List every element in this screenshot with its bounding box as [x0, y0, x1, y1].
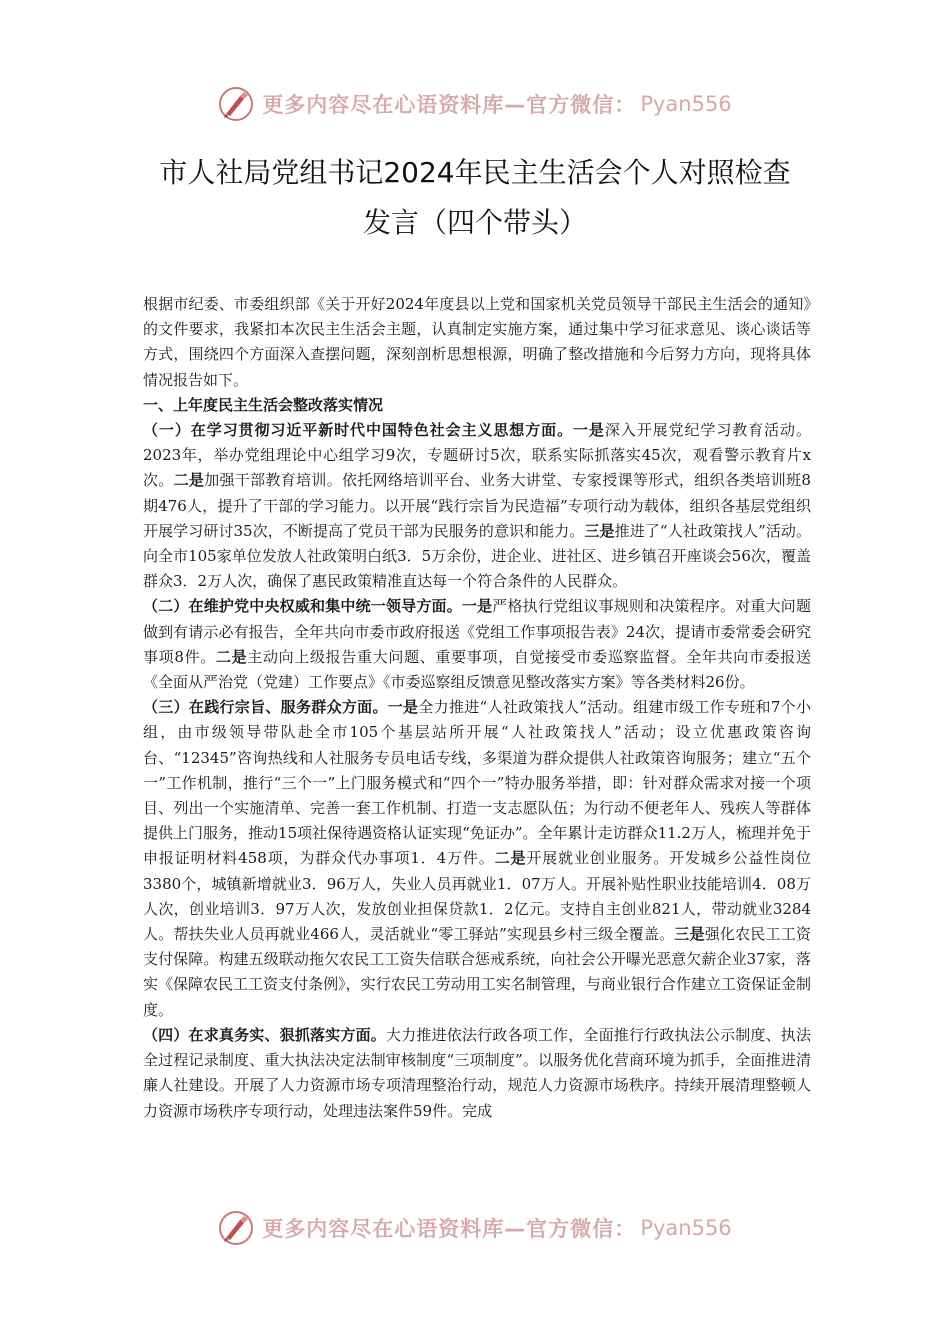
- section-text: 全力推进“人社政策找人”活动。组建市级工作专班和7个小组，由市级领导带队赴全市105个基层站所开展“人社政策找人”活动；设立优惠政策咨询台、“12345”咨询热线和人社服务专员电话专线，多渠道为群众提供人社政策咨询服务；建立“五个一”工作机制，推行“三个一”上门服务模式和“四个一”特办服务举措，即：针对群众需求对接一个项目、列出一个实施清单、完善一套工作机制、打造一支志愿队伍；为行动不便老年人、残疾人等群体提供上门服务，推动15项社保待遇资格认证实现“免证办”。全年累计走访群众11.2万人，梳理并免于申报证明材料458项，为群众代办事项1．4万件。: [143, 698, 811, 868]
- section-head: （四）在求真务实、狠抓落实方面。: [143, 1025, 386, 1044]
- section-paragraph-1: [143, 418, 811, 594]
- document-title: [100, 148, 850, 248]
- pen-logo-icon: [218, 1210, 254, 1246]
- heading-text: 一、上年度民主生活会整改落实情况: [143, 395, 384, 414]
- watermark-text: 更多内容尽在心语资料库—官方微信：: [262, 1217, 637, 1241]
- title-line-1: 市人社局党组书记2024年民主生活会个人对照检查: [159, 156, 791, 189]
- section-text-2: 开展就业创业服务。开发城乡公益性岗位3380个，城镇新增就业3．96万人，失业人员再就业1．07万人。开展补贴性职业技能培训4．08万人次，创业培训3．97万人次，发放创业担保贷款1．2亿元。支持自主创业821人，带动就业3284人。帮扶失业人员再就业466人，灵活就业“零工驿站”实现县乡村三级全覆盖。: [143, 849, 811, 944]
- watermark-id: Pyan556: [640, 1216, 732, 1240]
- section-head: （三）在践行宗旨、服务群众方面。一是: [143, 698, 419, 717]
- section-marker-3: 三是: [584, 521, 615, 540]
- section-text-2: 主动向上级报告重大问题、重要事项，自觉接受市委巡察监督。全年共向市委报送《全面从严治党（党建）工作要点》《市委巡察组反馈意见整改落实方案》等各类材料26份。: [143, 647, 811, 692]
- section-paragraph-3: [143, 695, 811, 1023]
- pen-logo-icon: [218, 86, 254, 122]
- section-text: 深入开展党纪学习教育活动。2023年，举办党组理论中心组学习9次，专题研讨5次，联系实际抓落实45次，观看警示教育片x次。: [143, 421, 811, 490]
- section-text-3: 推进了“人社政策找人”活动。向全市105家单位发放人社政策明白纸3．5万余份，进企业、进社区、进乡镇召开座谈会56次，覆盖群众3．2万人次，确保了惠民政策精准直达每一个符合条件的人民群众。: [143, 521, 811, 591]
- section-text-2: 加强干部教育培训。依托网络培训平台、业务大讲堂、专家授课等形式，组织各类培训班8期476人，提升了干部的学习能力。以开展“践行宗旨为民造福”专项行动为载体，组织各基层党组织开展学习研讨35次，不断提高了党员干部为民服务的意识和能力。: [143, 471, 811, 540]
- section-text-3: 强化农民工工资支付保障。构建五级联动拖欠农民工工资失信联合惩戒系统，向社会公开曝光恶意欠薪企业37家，落实《保障农民工工资支付条例》，实行农民工劳动用工实名制管理，与商业银行合作建立工资保证金制度。: [143, 925, 811, 1019]
- section-head: （一）在学习贯彻习近平新时代中国特色社会主义思想方面。一是: [143, 421, 605, 440]
- document-body: [143, 292, 811, 1124]
- section-marker-2: 二是: [173, 471, 205, 490]
- section-paragraph-2: [143, 594, 811, 695]
- section-paragraph-4: [143, 1023, 811, 1124]
- watermark-id: Pyan556: [640, 92, 732, 116]
- section-heading-1: [143, 393, 811, 418]
- section-marker-2: 二是: [494, 849, 527, 868]
- watermark-banner-top: [0, 84, 950, 124]
- section-head: （二）在维护党中央权威和集中统一领导方面。一是: [143, 597, 493, 616]
- section-text: 严格执行党组议事规则和决策程序。对重大问题做到有请示必有报告，全年共向市委市政府报送《党组工作事项报告表》24次，提请市委常委会研究事项8件。: [143, 597, 811, 666]
- intro-paragraph: 根据市纪委、市委组织部《关于开好2024年度县以上党和国家机关党员领导干部民主生活会的通知》的文件要求，我紧扣本次民主生活会主题，认真制定实施方案，通过集中学习征求意见、谈心谈话等方式，围绕四个方面深入查摆问题，深刻剖析思想根源，明确了整改措施和今后努力方向，现将具体情况报告如下。: [143, 295, 811, 389]
- title-line-2: 发言（四个带头）: [362, 206, 587, 239]
- watermark-text: 更多内容尽在心语资料库—官方微信：: [262, 93, 637, 117]
- watermark-banner-bottom: [0, 1208, 950, 1248]
- section-marker-3: 三是: [674, 925, 705, 944]
- section-marker-2: 二是: [215, 647, 248, 666]
- section-text: 大力推进依法行政各项工作，全面推行行政执法公示制度、执法全过程记录制度、重大执法决定法制审核制度“三项制度”。以服务优化营商环境为抓手，全面推进清廉人社建设。开展了人力资源市场专项清理整治行动，规范人力资源市场秩序。持续开展清理整顿人力资源市场秩序专项行动，处理违法案件59件。完成: [143, 1025, 811, 1120]
